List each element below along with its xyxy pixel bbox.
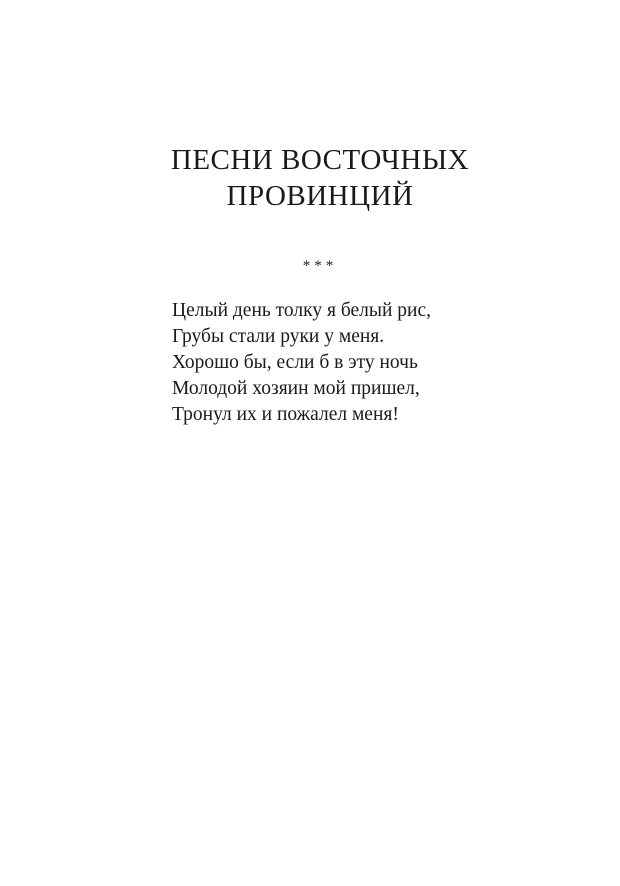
poem-line: Хорошо бы, если б в эту ночь [172, 352, 418, 373]
chapter-title-line-1: ПЕСНИ ВОСТОЧНЫХ [170, 144, 470, 176]
poem-line: Грубы стали руки у меня. [172, 326, 385, 347]
chapter-title [0, 142, 620, 214]
poem-line: Целый день толку я белый рис, [172, 300, 431, 321]
poem-stanza [172, 298, 592, 428]
chapter-title-line-2: ПРОВИНЦИЙ [226, 180, 414, 212]
poem-line: Молодой хозяин мой пришел, [172, 378, 420, 399]
section-separator: *** [302, 258, 338, 274]
poem-line: Тронул их и пожалел меня! [172, 404, 399, 425]
